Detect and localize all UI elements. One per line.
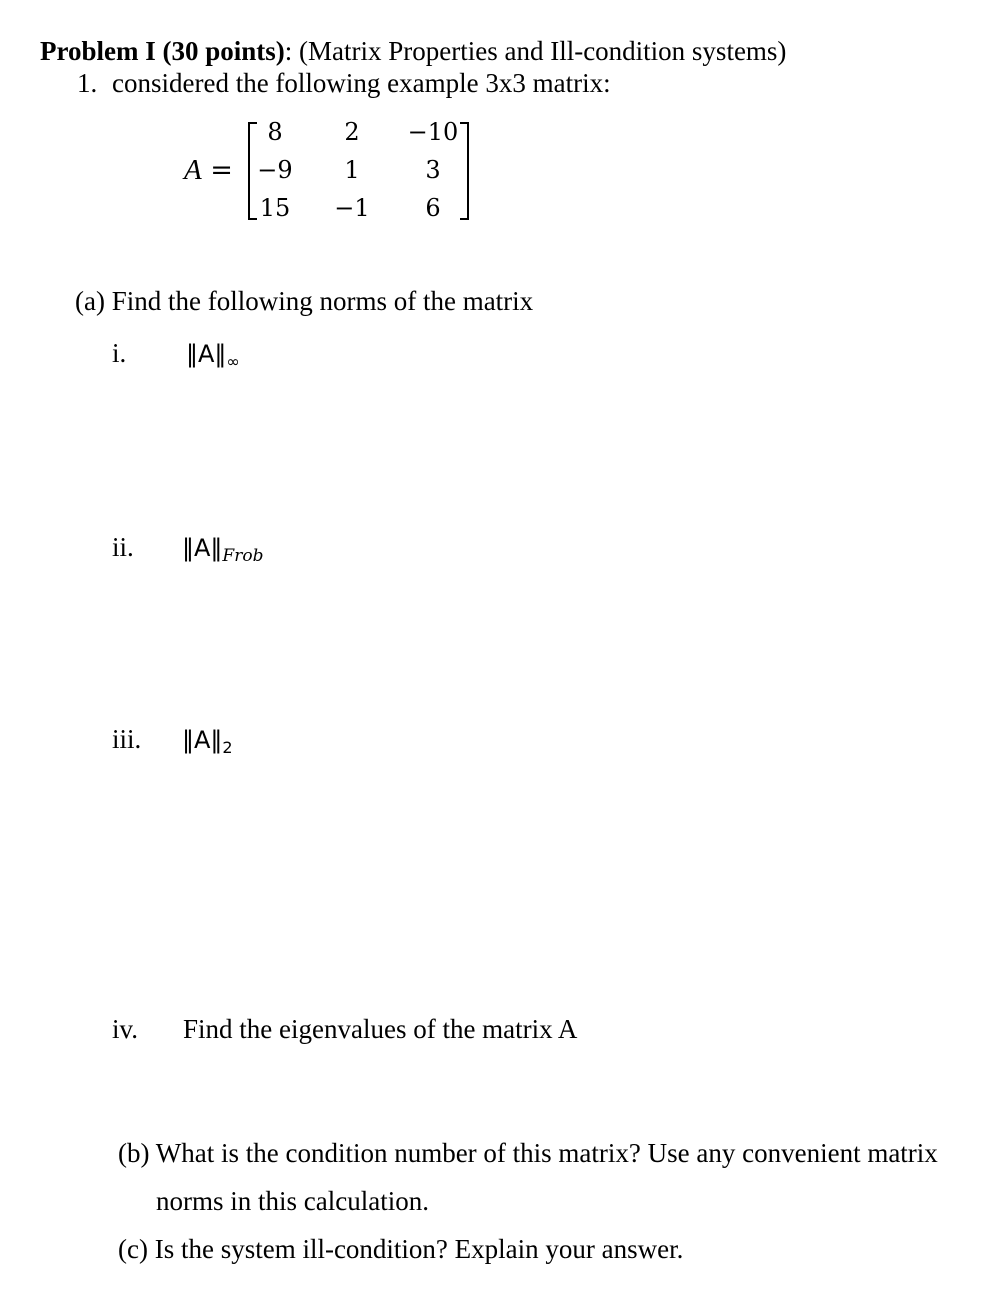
matrix-label [184,154,233,187]
matrix-cell: −9 [257,156,293,184]
norm-two-expr: ‖A‖ [182,726,223,754]
matrix-cell: 2 [344,118,360,146]
norm-infinity [186,340,240,371]
matrix-cell: 8 [267,118,283,146]
norm-frobenius-sub: Frob [222,546,264,566]
norm-two [182,726,233,757]
item-1-number: 1. [77,68,98,98]
norm-two-sub: 2 [222,738,233,757]
part-b-line1: (b) What is the condition number of this matrix? Use any convenient matrix [118,1138,938,1168]
item-1 [77,68,611,99]
matrix-cell: 6 [425,194,441,222]
matrix-equals: = [201,155,233,186]
problem-title-rest: : (Matrix Properties and Ill-condition systems) [284,36,787,66]
subitem-i-label: i. [112,338,127,368]
part-a-heading: (a) Find the following norms of the matrix [75,286,534,316]
norm-frobenius-expr: ‖A‖ [182,534,223,562]
item-1-text: considered the following example 3x3 matrix: [112,68,611,98]
problem-title-bold: Problem I (30 points) [40,36,285,66]
matrix-cell: 1 [344,156,360,184]
matrix-cell: 15 [259,194,291,222]
subitem-iii-label: iii. [112,724,142,754]
matrix-cell: −10 [407,118,459,146]
subitem-iv-text: Find the eigenvalues of the matrix A [183,1014,578,1044]
matrix-symbol: A [184,154,202,186]
norm-infinity-expr: ‖A‖ [186,340,227,368]
part-c-text: (c) Is the system ill-condition? Explain your answer. [118,1234,684,1264]
norm-frobenius [182,534,263,566]
matrix-cell: 3 [425,156,441,184]
norm-infinity-sub: ∞ [226,352,240,371]
part-b-line2: norms in this calculation. [156,1186,429,1216]
subitem-ii-label: ii. [112,532,134,562]
problem-title [40,36,786,67]
matrix-cell: −1 [334,194,370,222]
subitem-iv-label: iv. [112,1014,138,1044]
